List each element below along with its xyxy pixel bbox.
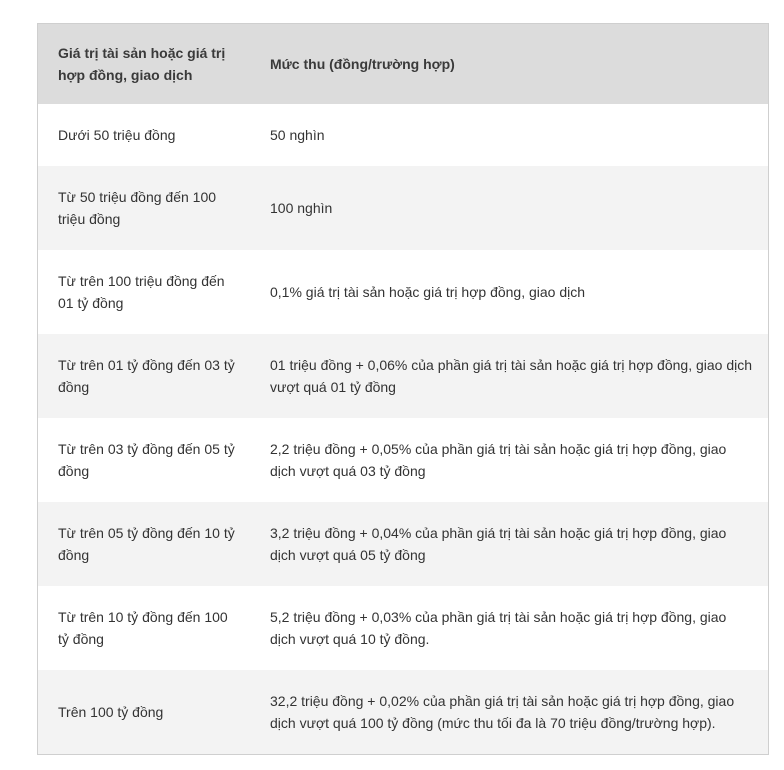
table-row xyxy=(38,502,768,586)
cell-value-range: Từ trên 05 tỷ đồng đến 10 tỷ đồng xyxy=(38,502,250,586)
table-row xyxy=(38,334,768,418)
table-row xyxy=(38,670,768,754)
cell-fee: 01 triệu đồng + 0,06% của phần giá trị tài sản hoặc giá trị hợp đồng, giao dịch vượt quá 01 tỷ đồng xyxy=(250,334,768,418)
cell-value-range: Từ trên 10 tỷ đồng đến 100 tỷ đồng xyxy=(38,586,250,670)
table-header xyxy=(38,24,768,104)
cell-fee: 50 nghìn xyxy=(250,104,768,166)
table-row xyxy=(38,250,768,334)
fee-table-container xyxy=(37,23,769,755)
cell-value-range: Từ trên 100 triệu đồng đến 01 tỷ đồng xyxy=(38,250,250,334)
header-fee: Mức thu (đồng/trường hợp) xyxy=(250,24,768,104)
cell-fee: 3,2 triệu đồng + 0,04% của phần giá trị tài sản hoặc giá trị hợp đồng, giao dịch vượt quá 05 tỷ đồng xyxy=(250,502,768,586)
header-row xyxy=(38,24,768,104)
cell-fee: 32,2 triệu đồng + 0,02% của phần giá trị tài sản hoặc giá trị hợp đồng, giao dịch vượt quá 100 tỷ đồng (mức thu tối đa là 70 triệu đồng/trường hợp). xyxy=(250,670,768,754)
cell-fee: 5,2 triệu đồng + 0,03% của phần giá trị tài sản hoặc giá trị hợp đồng, giao dịch vượt quá 10 tỷ đồng. xyxy=(250,586,768,670)
cell-value-range: Trên 100 tỷ đồng xyxy=(38,670,250,754)
table-row xyxy=(38,586,768,670)
cell-value-range: Từ trên 01 tỷ đồng đến 03 tỷ đồng xyxy=(38,334,250,418)
table-row xyxy=(38,104,768,166)
cell-value-range: Từ 50 triệu đồng đến 100 triệu đồng xyxy=(38,166,250,250)
cell-fee: 2,2 triệu đồng + 0,05% của phần giá trị tài sản hoặc giá trị hợp đồng, giao dịch vượt quá 03 tỷ đồng xyxy=(250,418,768,502)
cell-value-range: Dưới 50 triệu đồng xyxy=(38,104,250,166)
header-value-range: Giá trị tài sản hoặc giá trị hợp đồng, giao dịch xyxy=(38,24,250,104)
cell-fee: 0,1% giá trị tài sản hoặc giá trị hợp đồng, giao dịch xyxy=(250,250,768,334)
table-body xyxy=(38,104,768,754)
table-row xyxy=(38,166,768,250)
table-row xyxy=(38,418,768,502)
cell-fee: 100 nghìn xyxy=(250,166,768,250)
cell-value-range: Từ trên 03 tỷ đồng đến 05 tỷ đồng xyxy=(38,418,250,502)
fee-table xyxy=(38,24,768,754)
